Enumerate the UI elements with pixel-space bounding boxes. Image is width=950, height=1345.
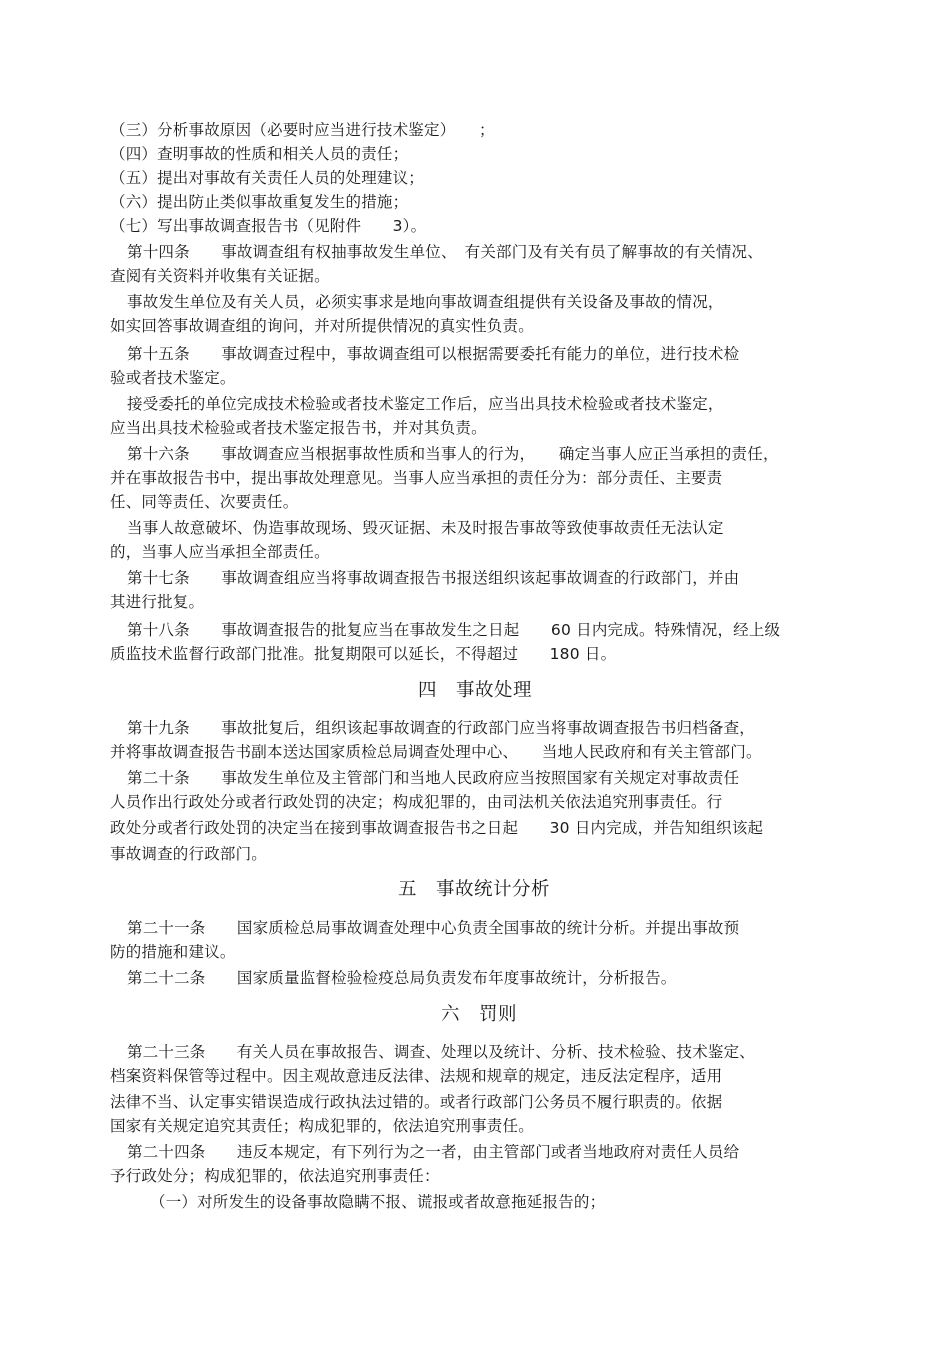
- section-heading: 四 事故处理: [418, 680, 533, 701]
- text-line: 的，当事人应当承担全部责任。: [110, 543, 330, 561]
- text-line: 任、同等责任、次要责任。: [110, 493, 299, 511]
- text-line: 人员作出行政处分或者行政处罚的决定；构成犯罪的，由司法机关依法追究刑事责任。行: [110, 793, 723, 811]
- text-line: （七）写出事故调查报告书（见附件 3）。: [110, 217, 427, 235]
- text-line: 第二十一条 国家质检总局事故调查处理中心负责全国事故的统计分析。并提出事故预: [127, 919, 740, 937]
- text-line: 质监技术监督行政部门批准。批复期限可以延长，不得超过 180 日。: [110, 645, 617, 663]
- section-heading: 六 罚则: [441, 1004, 518, 1025]
- text-line: （五）提出对事故有关责任人员的处理建议；: [110, 169, 425, 187]
- text-line: 第十四条 事故调查组有权抽事故发生单位、 有关部门及有关有员了解事故的有关情况、: [127, 243, 763, 261]
- text-line: 第二十条 事故发生单位及主管部门和当地人民政府应当按照国家有关规定对事故责任: [127, 769, 740, 787]
- text-line: （六）提出防止类似事故重复发生的措施；: [110, 193, 409, 211]
- text-line: 应当出具技术检验或者技术鉴定报告书，并对其负责。: [110, 419, 487, 437]
- section-heading: 五 事故统计分析: [398, 879, 551, 900]
- text-line: 防的措施和建议。: [110, 943, 236, 961]
- text-line: 第十五条 事故调查过程中，事故调查组可以根据需要委托有能力的单位，进行技术检: [127, 345, 740, 363]
- text-line: 其进行批复。: [110, 593, 205, 611]
- text-line: 事故发生单位及有关人员，必须实事求是地向事故调查组提供有关设备及事故的情况，: [127, 293, 724, 311]
- text-line: 予行政处分；构成犯罪的，依法追究刑事责任：: [110, 1167, 440, 1185]
- text-line: 第十六条 事故调查应当根据事故性质和当事人的行为， 确定当事人应正当承担的责任，: [127, 445, 779, 463]
- text-line: 第二十三条 有关人员在事故报告、调查、处理以及统计、分析、技术检验、技术鉴定、: [127, 1043, 756, 1061]
- text-line: 第十七条 事故调查组应当将事故调查报告书报送组织该起事故调查的行政部门，并由: [127, 569, 740, 587]
- text-line: 第二十四条 违反本规定，有下列行为之一者，由主管部门或者当地政府对责任人员给: [127, 1143, 740, 1161]
- text-line: （四）查明事故的性质和相关人员的责任；: [110, 145, 409, 163]
- text-line: 法律不当、认定事实错误造成行政执法过错的。或者行政部门公务员不履行职责的。依据: [110, 1093, 723, 1111]
- text-line: （一）对所发生的设备事故隐瞒不报、谎报或者故意拖延报告的；: [150, 1193, 606, 1211]
- text-line: （三）分析事故原因（必要时应当进行技术鉴定） ；: [110, 121, 495, 139]
- text-line: 并将事故调查报告书副本送达国家质检总局调查处理中心、 当地人民政府和有关主管部门。: [110, 743, 762, 761]
- text-line: 国家有关规定追究其责任；构成犯罪的，依法追究刑事责任。: [110, 1117, 534, 1135]
- text-line: 如实回答事故调查组的询问，并对所提供情况的真实性负责。: [110, 317, 534, 335]
- text-line: 事故调查的行政部门。: [110, 845, 268, 863]
- text-line: 政处分或者行政处罚的决定当在接到事故调查报告书之日起 30 日内完成，并告知组织该起: [110, 819, 764, 837]
- text-line: 第十八条 事故调查报告的批复应当在事故发生之日起 60 日内完成。特殊情况，经上级: [127, 621, 781, 639]
- text-line: 第二十二条 国家质量监督检验检疫总局负责发布年度事故统计，分析报告。: [127, 969, 677, 987]
- text-line: 第十九条 事故批复后，组织该起事故调查的行政部门应当将事故调查报告书归档备查，: [127, 719, 756, 737]
- text-line: 接受委托的单位完成技术检验或者技术鉴定工作后，应当出具技术检验或者技术鉴定，: [127, 395, 724, 413]
- text-line: 档案资料保管等过程中。因主观故意违反法律、法规和规章的规定，违反法定程序，适用: [110, 1067, 723, 1085]
- text-line: 当事人故意破坏、伪造事故现场、毁灭证据、未及时报告事故等致使事故责任无法认定: [127, 519, 724, 537]
- text-line: 并在事故报告书中，提出事故处理意见。当事人应当承担的责任分为：部分责任、主要责: [110, 469, 723, 487]
- text-line: 查阅有关资料并收集有关证据。: [110, 267, 330, 285]
- text-line: 验或者技术鉴定。: [110, 369, 236, 387]
